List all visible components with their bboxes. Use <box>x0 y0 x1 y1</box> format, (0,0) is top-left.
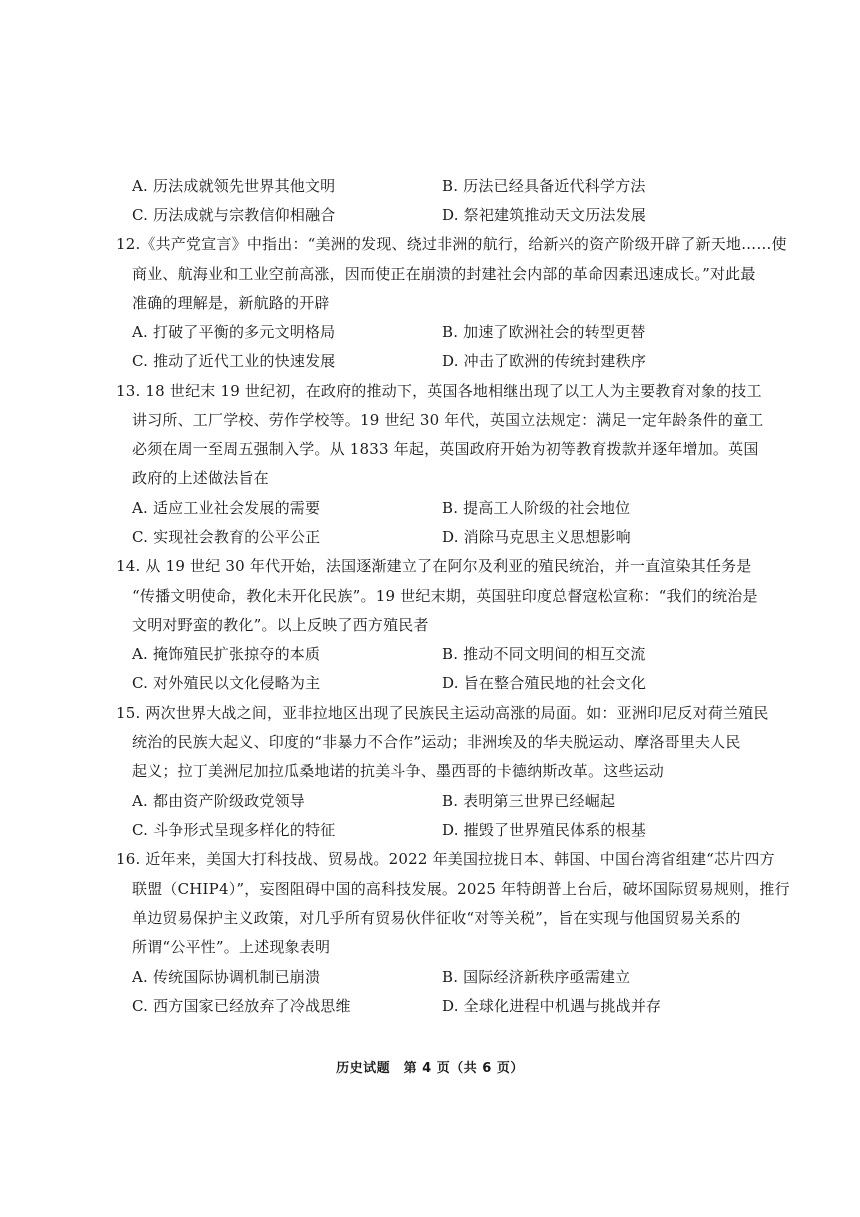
q15-option-c: C. 斗争形式呈现多样化的特征 <box>132 821 336 839</box>
q15-option-d: D. 摧毁了世界殖民体系的根基 <box>442 821 647 839</box>
q16-option-d: D. 全球化进程中机遇与挑战并存 <box>442 997 662 1015</box>
q12-option-c: C. 推动了近代工业的快速发展 <box>132 352 336 370</box>
q12-option-d: D. 冲击了欧洲的传统封建秩序 <box>442 352 647 370</box>
q14-stem-line-3: 文明对野蛮的教化”。以上反映了西方殖民者 <box>132 616 429 634</box>
q14-option-a: A. 掩饰殖民扩张掠夺的本质 <box>132 645 321 663</box>
q12-stem-line-2: 商业、航海业和工业空前高涨，因而使正在崩溃的封建社会内部的革命因素迅速成长。”对此最 <box>132 265 756 283</box>
q16-option-b: B. 国际经济新秩序亟需建立 <box>442 968 631 986</box>
q11-option-c: C. 历法成就与宗教信仰相融合 <box>132 206 336 224</box>
q14-option-d: D. 旨在整合殖民地的社会文化 <box>442 674 647 692</box>
q12-option-a: A. 打破了平衡的多元文明格局 <box>132 323 336 341</box>
q11-option-b: B. 历法已经具备近代科学方法 <box>442 177 646 195</box>
q13-option-a: A. 适应工业社会发展的需要 <box>132 499 321 517</box>
page-footer: 历史试题 第 4 页（共 6 页） <box>336 1061 524 1076</box>
q12-stem-line-1: 12.《共产党宣言》中指出：“美洲的发现、绕过非洲的航行，给新兴的资产阶级开辟了新天地……使 <box>116 235 787 253</box>
q16-stem-line-3: 单边贸易保护主义政策，对几乎所有贸易伙伴征收“对等关税”，旨在实现与他国贸易关系的 <box>132 909 741 927</box>
q13-stem-line-4: 政府的上述做法旨在 <box>132 469 269 487</box>
q16-option-c: C. 西方国家已经放弃了冷战思维 <box>132 997 351 1015</box>
q15-option-a: A. 都由资产阶级政党领导 <box>132 792 305 810</box>
q12-stem-line-3: 准确的理解是，新航路的开辟 <box>132 294 330 312</box>
q14-option-c: C. 对外殖民以文化侵略为主 <box>132 674 321 692</box>
q11-option-d: D. 祭祀建筑推动天文历法发展 <box>442 206 647 224</box>
q13-stem-line-3: 必须在周一至周五强制入学。从 1833 年起，英国政府开始为初等教育拨款并逐年增加。英国 <box>132 440 759 458</box>
q16-stem-line-4: 所谓“公平性”。上述现象表明 <box>132 938 331 956</box>
q12-option-b: B. 加速了欧洲社会的转型更替 <box>442 323 646 341</box>
q16-stem-line-2: 联盟（CHIP4）”，妄图阻碍中国的高科技发展。2025 年特朗普上台后，破坏国际贸易规则，推行 <box>132 880 790 898</box>
q11-option-a: A. 历法成就领先世界其他文明 <box>132 177 336 195</box>
q13-option-d: D. 消除马克思主义思想影响 <box>442 528 631 546</box>
q16-option-a: A. 传统国际协调机制已崩溃 <box>132 968 321 986</box>
q13-stem-line-1: 13. 18 世纪末 19 世纪初，在政府的推动下，英国各地相继出现了以工人为主要教育对象的技工 <box>116 382 762 400</box>
q15-stem-line-1: 15. 两次世界大战之间，亚非拉地区出现了民族民主运动高涨的局面。如：亚洲印尼反对荷兰殖民 <box>116 704 769 722</box>
q14-stem-line-1: 14. 从 19 世纪 30 年代开始，法国逐渐建立了在阿尔及利亚的殖民统治，并一直渲染其任务是 <box>116 557 752 575</box>
q16-stem-line-1: 16. 近年来，美国大打科技战、贸易战。2022 年美国拉拢日本、韩国、中国台湾省组建“芯片四方 <box>116 850 775 868</box>
q13-option-c: C. 实现社会教育的公平公正 <box>132 528 321 546</box>
q14-option-b: B. 推动不同文明间的相互交流 <box>442 645 646 663</box>
q15-option-b: B. 表明第三世界已经崛起 <box>442 792 616 810</box>
q14-stem-line-2: “传播文明使命，教化未开化民族”。19 世纪末期，英国驻印度总督寇松宣称：“我们的统治是 <box>132 587 758 605</box>
q15-stem-line-2: 统治的民族大起义、印度的“非暴力不合作”运动；非洲埃及的华夫脱运动、摩洛哥里夫人民 <box>132 733 741 751</box>
q13-stem-line-2: 讲习所、工厂学校、劳作学校等。19 世纪 30 年代，英国立法规定：满足一定年龄条件的童工 <box>132 411 764 429</box>
q15-stem-line-3: 起义；拉丁美洲尼加拉瓜桑地诺的抗美斗争、墨西哥的卡德纳斯改革。这些运动 <box>132 762 665 780</box>
q13-option-b: B. 提高工人阶级的社会地位 <box>442 499 631 517</box>
